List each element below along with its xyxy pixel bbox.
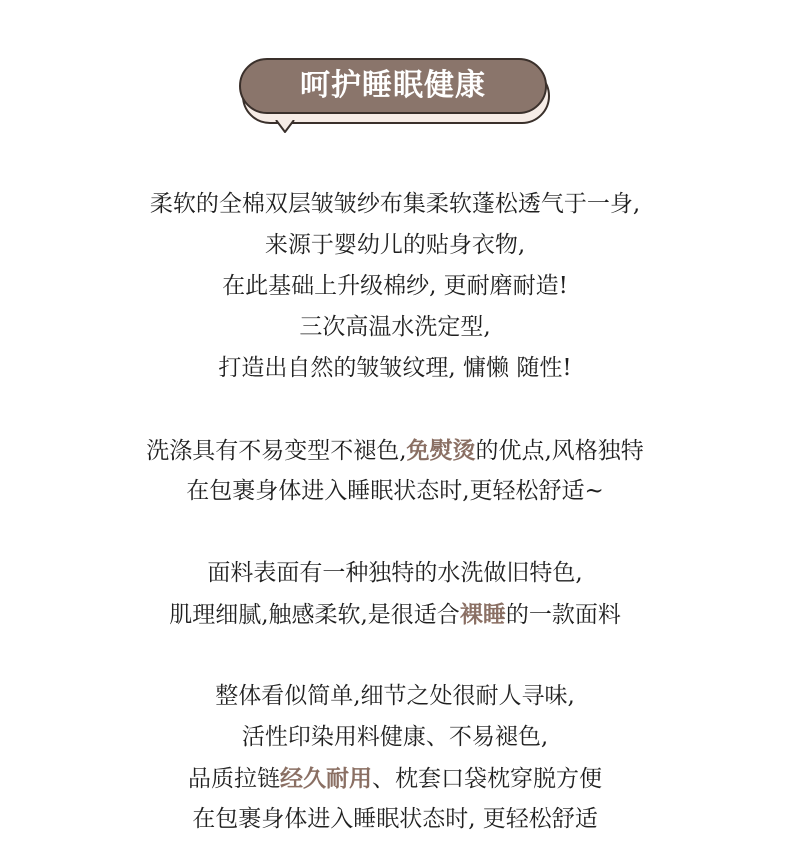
text-line bbox=[0, 184, 790, 225]
paragraph-gap bbox=[0, 635, 790, 676]
paragraph bbox=[0, 676, 790, 840]
description-text bbox=[0, 184, 790, 840]
text-segment: 肌理细腻,触感柔软,是很适合 bbox=[169, 602, 460, 628]
paragraph bbox=[0, 553, 790, 635]
speech-bubble-tail-icon bbox=[275, 120, 295, 134]
text-segment: 面料表面有一种独特的水洗做旧特色, bbox=[207, 560, 583, 586]
text-line bbox=[0, 348, 790, 389]
text-line bbox=[0, 430, 790, 471]
paragraph bbox=[0, 184, 790, 389]
text-segment: 、枕套口袋枕穿脱方便 bbox=[372, 766, 602, 792]
paragraph bbox=[0, 430, 790, 512]
paragraph-gap bbox=[0, 389, 790, 430]
text-segment: 的一款面料 bbox=[505, 602, 621, 628]
text-segment: 打造出自然的皱皱纹理, 慵懒 随性! bbox=[218, 355, 572, 381]
text-line bbox=[0, 717, 790, 758]
text-line bbox=[0, 307, 790, 348]
text-segment: 在此基础上升级棉纱, 更耐磨耐造! bbox=[222, 273, 568, 299]
text-segment: 来源于婴幼儿的贴身衣物, bbox=[264, 232, 526, 258]
text-segment: 在包裹身体进入睡眠状态时, 更轻松舒适 bbox=[192, 806, 598, 832]
text-line bbox=[0, 594, 790, 635]
text-line bbox=[0, 799, 790, 840]
text-segment: 三次高温水洗定型, bbox=[299, 314, 491, 340]
text-segment: 品质拉链 bbox=[188, 766, 280, 792]
title-badge bbox=[239, 58, 547, 114]
text-line bbox=[0, 471, 790, 512]
text-segment: 柔软的全棉双层皱皱纱布集柔软蓬松透气于一身, bbox=[149, 191, 641, 217]
text-segment: 洗涤具有不易变型不褪色, bbox=[146, 438, 407, 464]
text-line bbox=[0, 553, 790, 594]
text-segment: 在包裹身体进入睡眠状态时,更轻松舒适~ bbox=[186, 478, 604, 504]
text-line bbox=[0, 676, 790, 717]
paragraph-gap bbox=[0, 512, 790, 553]
section-title: 呵护睡眠健康 bbox=[300, 68, 486, 103]
text-line bbox=[0, 225, 790, 266]
highlight-text: 免熨烫 bbox=[406, 437, 476, 464]
highlight-text: 经久耐用 bbox=[280, 765, 372, 792]
text-segment: 整体看似简单,细节之处很耐人寻味, bbox=[215, 683, 575, 709]
highlight-text: 裸睡 bbox=[459, 601, 506, 628]
text-line bbox=[0, 758, 790, 799]
section-title-badge bbox=[239, 58, 551, 134]
text-line bbox=[0, 266, 790, 307]
text-segment: 的优点,风格独特 bbox=[475, 438, 644, 464]
text-segment: 活性印染用料健康、不易褪色, bbox=[241, 724, 549, 750]
